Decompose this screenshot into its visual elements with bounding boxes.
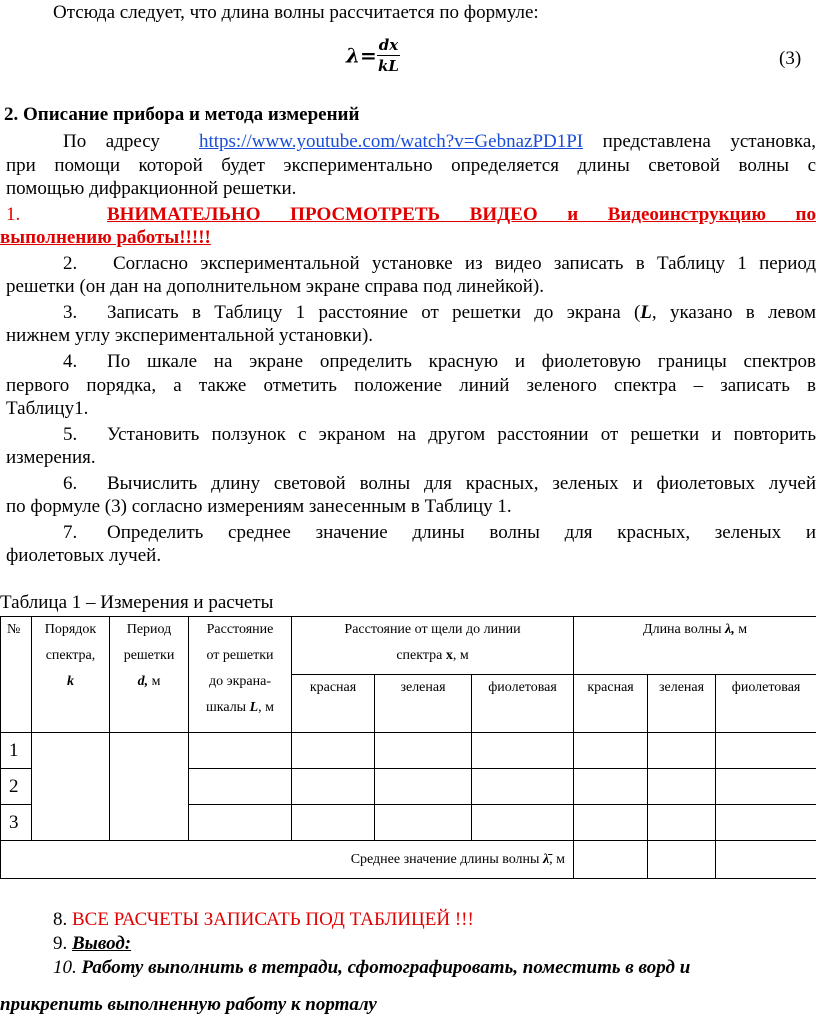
item-3-line1 [6, 301, 816, 325]
sub-header-violet-x: фиолетовая [472, 675, 574, 733]
item-1-number: 1. [6, 204, 21, 225]
paragraph-address [6, 130, 816, 154]
formula-lhs: λ [346, 43, 361, 68]
item-7-line1 [6, 521, 816, 545]
cell[interactable] [472, 733, 574, 769]
paragraph-address-line3: помощью дифракционной решетки. [6, 178, 297, 199]
row-number: 1 [1, 733, 32, 769]
item-5-text: Установить ползунок с экраном на другом расстоянии от решетки и повторить [107, 424, 816, 445]
cell[interactable] [472, 805, 574, 841]
item-6-text: Вычислить длину световой волны для красных, зеленых и фиолетовых лучей [107, 473, 816, 494]
item-6-line2: по формуле (3) согласно измерениям занесенным в Таблицу 1. [6, 496, 512, 517]
header-order-symbol: k [67, 674, 74, 689]
item-4-number: 4. [63, 351, 78, 372]
cell[interactable] [375, 769, 472, 805]
cell[interactable] [716, 769, 816, 805]
cell[interactable] [292, 769, 375, 805]
header-number: № [1, 617, 32, 733]
item-6-line1 [6, 472, 816, 496]
cell-distance[interactable] [189, 805, 292, 841]
row-number: 2 [1, 769, 32, 805]
item-9-number: 9. [53, 933, 68, 954]
sub-header-red-lambda: красная [574, 675, 648, 733]
cell-distance[interactable] [189, 769, 292, 805]
header-distance: Расстояние от решетки до экрана- шкалы L, м [189, 617, 292, 733]
cell[interactable] [574, 733, 648, 769]
row-number: 3 [1, 805, 32, 841]
item-6-number: 6. [63, 473, 78, 494]
cell-order[interactable] [32, 733, 110, 841]
item-4-text: По шкале на экране определить красную и фиолетовую границы спектров [107, 351, 816, 372]
item-9-text: Вывод: [72, 933, 132, 954]
item-10 [53, 957, 690, 979]
cell-avg-green[interactable] [648, 841, 716, 879]
table-row [1, 733, 816, 769]
cell-period[interactable] [110, 733, 189, 841]
item-10-text: Работу выполнить в тетради, сфотографировать, поместить в ворд и [81, 957, 691, 978]
cell[interactable] [375, 805, 472, 841]
address-line1-rest: представлена установка, [602, 131, 816, 152]
cell[interactable] [574, 769, 648, 805]
cell[interactable] [716, 805, 816, 841]
formula-numerator: dx [378, 36, 399, 54]
measurements-table [0, 616, 816, 879]
item-3-line2: нижнем углу экспериментальной установки). [6, 325, 374, 346]
item-9 [53, 933, 131, 955]
average-label: Среднее значение длины волны λ̄, м [1, 841, 574, 879]
item-8 [53, 909, 474, 931]
item-3-symbol-L: L [640, 302, 652, 323]
sub-header-red-x: красная [292, 675, 375, 733]
cell[interactable] [574, 805, 648, 841]
cell[interactable] [648, 805, 716, 841]
cell[interactable] [375, 733, 472, 769]
youtube-link[interactable]: https://www.youtube.com/watch?v=GebnazPD1PI [198, 131, 584, 152]
item-5-line1 [6, 423, 816, 447]
item-2-line2: решетки (он дан на дополнительном экране справа под линейкой). [6, 276, 545, 297]
cell[interactable] [292, 805, 375, 841]
cell[interactable] [716, 733, 816, 769]
item-3-text-after: , указано в левом [651, 302, 816, 323]
sub-header-green-lambda: зеленая [648, 675, 716, 733]
cell[interactable] [648, 733, 716, 769]
item-5-line2: измерения. [6, 447, 96, 468]
cell-distance[interactable] [189, 733, 292, 769]
formula-denominator: kL [378, 57, 399, 75]
average-lambda-symbol: λ̄ [542, 851, 550, 867]
item-4-line1 [6, 350, 816, 374]
cell[interactable] [472, 769, 574, 805]
item-3-number: 3. [63, 302, 78, 323]
header-order: Порядок спектра, k [32, 617, 110, 733]
cell[interactable] [292, 733, 375, 769]
item-8-number: 8. [53, 909, 68, 930]
item-7-number: 7. [63, 522, 78, 543]
formula-fraction [377, 36, 400, 75]
header-period-symbol: d, [137, 674, 149, 689]
header-wavelength-symbol: λ, [724, 622, 735, 637]
item-4-line2: первого порядка, а также отметить положение линий зеленого спектра – записать в [6, 375, 816, 396]
item-4-line3: Таблицу1. [6, 398, 89, 419]
item-1-line1 [6, 203, 816, 227]
item-1-line2: выполнению работы!!!!! [0, 227, 211, 248]
item-10-number: 10. [53, 957, 77, 978]
item-8-text: ВСЕ РАСЧЕТЫ ЗАПИСАТЬ ПОД ТАБЛИЦЕЙ !!! [72, 909, 474, 930]
sub-header-green-x: зеленая [375, 675, 472, 733]
intro-line: Отсюда следует, что длина волны рассчитается по формуле: [53, 2, 539, 23]
cell-avg-violet[interactable] [716, 841, 816, 879]
header-slit-distance: Расстояние от щели до линии спектра x, м [292, 617, 574, 675]
header-slit-symbol: x [445, 648, 453, 663]
header-distance-symbol: L [249, 700, 259, 715]
formula-eq: = [360, 43, 377, 68]
item-2-text: Согласно экспериментальной установке из видео записать в Таблицу 1 период [113, 253, 816, 274]
cell[interactable] [648, 769, 716, 805]
item-2-line1: 2. Согласно экспериментальной установке из видео записать в Таблицу 1 период [63, 253, 816, 274]
item-1-text: ВНИМАТЕЛЬНО ПРОСМОТРЕТЬ ВИДЕО и Видеоинструкцию по [107, 204, 816, 225]
section-title: 2. Описание прибора и метода измерений [4, 104, 360, 125]
sub-header-violet-lambda: фиолетовая [716, 675, 816, 733]
item-3-text: Записать в Таблицу 1 расстояние от решетки до экрана ( [107, 302, 641, 323]
average-row [1, 841, 816, 879]
table-caption: Таблица 1 – Измерения и расчеты [0, 592, 274, 613]
paragraph-address-line2: при помощи которой будет экспериментально определяется длины световой волны с [6, 155, 816, 176]
header-wavelength: Длина волны λ, м [574, 617, 816, 675]
item-5-number: 5. [63, 424, 78, 445]
header-period: Период решетки d, м [110, 617, 189, 733]
item-7-line2: фиолетовых лучей. [6, 545, 162, 566]
item-7-text: Определить среднее значение длины волны для красных, зеленых и [107, 522, 816, 543]
formula [346, 36, 400, 75]
address-prefix: По адресу [63, 131, 160, 152]
item-10-line2: прикрепить выполненную работу к порталу [0, 994, 377, 1015]
formula-number: (3) [779, 48, 802, 69]
cell-avg-red[interactable] [574, 841, 648, 879]
